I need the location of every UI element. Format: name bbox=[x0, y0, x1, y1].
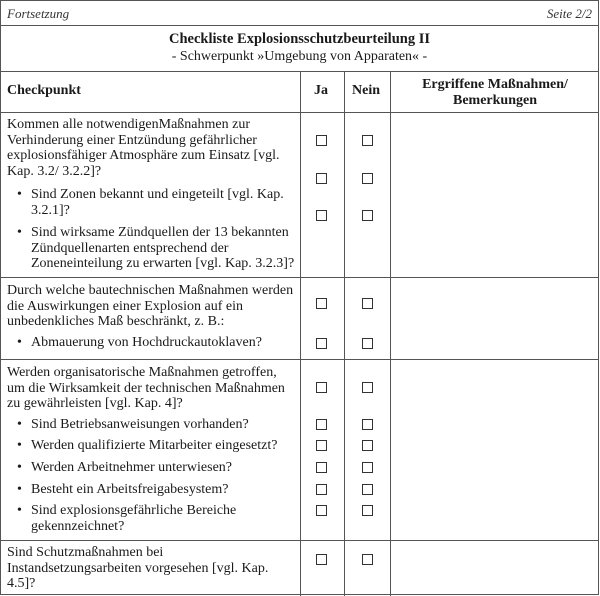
header-row-border bbox=[1, 112, 598, 113]
page-number: Seite 2/2 bbox=[546, 6, 592, 21]
column-header-measures-line: Ergriffene Maßnahmen/ bbox=[422, 77, 568, 92]
checkbox-no[interactable] bbox=[362, 505, 373, 516]
checkbox-yes[interactable] bbox=[316, 135, 327, 146]
bullet-icon: • bbox=[17, 460, 22, 475]
checkpoint-question bbox=[7, 117, 280, 179]
bullet-icon: • bbox=[17, 438, 22, 453]
sub-question bbox=[17, 503, 299, 535]
bullet-icon: • bbox=[17, 335, 22, 350]
column-divider bbox=[300, 71, 301, 596]
column-header-measures bbox=[395, 77, 595, 109]
bullet-icon: • bbox=[17, 482, 22, 497]
sub-question-line: Werden Arbeitnehmer unterwiesen? bbox=[31, 460, 233, 475]
column-divider bbox=[344, 71, 345, 596]
checkbox-no[interactable] bbox=[362, 210, 373, 221]
bullet-icon: • bbox=[17, 187, 22, 202]
sub-question-line: Sind wirksame Zündquellen der 13 bekannten bbox=[31, 225, 289, 240]
question-line: Instandsetzungsarbeiten vorgesehen [vgl. Kap. bbox=[7, 560, 269, 576]
checkbox-yes[interactable] bbox=[316, 419, 327, 430]
sub-question-line: Zoneneinteilung zu erwarten [vgl. Kap. 3.2.3]? bbox=[31, 256, 295, 271]
sub-question bbox=[17, 482, 299, 498]
checkbox-yes[interactable] bbox=[316, 462, 327, 473]
checkbox-no[interactable] bbox=[362, 298, 373, 309]
bullet-icon: • bbox=[17, 417, 22, 432]
question-line: Durch welche bautechnischen Maßnahmen werden bbox=[7, 283, 294, 298]
question-line: unbedenkliches Maß beschränkt, z. B.: bbox=[7, 314, 225, 329]
sub-question bbox=[17, 438, 299, 454]
checkbox-yes[interactable] bbox=[316, 440, 327, 451]
sub-question-line: Abmauerung von Hochdruckautoklaven? bbox=[31, 335, 262, 350]
checkbox-yes[interactable] bbox=[316, 505, 327, 516]
question-line: Sind Schutzmaßnahmen bei bbox=[7, 545, 164, 560]
column-header-no: Nein bbox=[352, 83, 380, 98]
sub-question-line: gekennzeichnet? bbox=[31, 518, 125, 534]
checkbox-no[interactable] bbox=[362, 484, 373, 495]
checkpoint-question bbox=[7, 365, 285, 412]
question-line: explosionsfähiger Atmosphäre zum Einsatz [vgl. bbox=[7, 148, 280, 163]
checkbox-no[interactable] bbox=[362, 135, 373, 146]
checkbox-yes[interactable] bbox=[316, 382, 327, 393]
sub-question bbox=[17, 417, 299, 433]
sub-question-line: Sind explosionsgefährliche Bereiche bbox=[31, 503, 237, 518]
question-line: 4.5]? bbox=[7, 576, 36, 591]
checkbox-yes[interactable] bbox=[316, 173, 327, 184]
sub-question-line: Besteht ein Arbeitsfreigabesystem? bbox=[31, 482, 229, 497]
sub-question bbox=[17, 225, 299, 273]
sub-question-line: Sind Betriebsanweisungen vorhanden? bbox=[31, 417, 249, 432]
sub-question-line: Zündquellenarten entsprechend der bbox=[31, 240, 229, 256]
checkbox-no[interactable] bbox=[362, 338, 373, 349]
question-line: Kommen alle notwendigenMaßnahmen zur bbox=[7, 117, 250, 132]
bullet-icon: • bbox=[17, 503, 22, 518]
sub-question-line: 3.2.1]? bbox=[31, 202, 70, 218]
checkbox-no[interactable] bbox=[362, 419, 373, 430]
sub-question bbox=[17, 335, 299, 351]
checkpoint-question bbox=[7, 545, 268, 592]
checkbox-yes[interactable] bbox=[316, 484, 327, 495]
checkbox-no[interactable] bbox=[362, 173, 373, 184]
sub-question bbox=[17, 460, 299, 476]
page-header bbox=[7, 6, 592, 24]
sub-question bbox=[17, 187, 299, 219]
checkpoint-question bbox=[7, 283, 293, 330]
checkbox-yes[interactable] bbox=[316, 298, 327, 309]
question-line: Werden organisatorische Maßnahmen getroffen, bbox=[7, 365, 277, 380]
checkbox-yes[interactable] bbox=[316, 210, 327, 221]
column-header-measures-line: Bemerkungen bbox=[453, 93, 537, 108]
checkbox-no[interactable] bbox=[362, 440, 373, 451]
question-line: um die Wirksamkeit der technischen Maßnahmen bbox=[7, 380, 285, 396]
continuation-label: Fortsetzung bbox=[7, 6, 70, 21]
question-line: Verhinderung einer Entzündung gefährlicher bbox=[7, 132, 257, 148]
question-line: Kap. 3.2/ 3.2.2]? bbox=[7, 163, 102, 179]
checkbox-no[interactable] bbox=[362, 462, 373, 473]
row-border bbox=[1, 359, 598, 360]
column-header-yes: Ja bbox=[314, 83, 328, 98]
document-title: Checkliste Explosionsschutzbeurteilung II bbox=[168, 31, 431, 47]
column-divider bbox=[390, 71, 391, 596]
question-line: zu gewährleisten [vgl. Kap. 4]? bbox=[7, 396, 183, 411]
document-subtitle: - Schwerpunkt »Umgebung von Apparaten« - bbox=[171, 49, 428, 64]
checkbox-yes[interactable] bbox=[316, 554, 327, 565]
sub-question-line: Sind Zonen bekannt und eingeteilt [vgl. Kap. bbox=[31, 187, 284, 202]
checkbox-no[interactable] bbox=[362, 554, 373, 565]
divider bbox=[1, 25, 598, 26]
checkbox-no[interactable] bbox=[362, 382, 373, 393]
sub-question-line: Werden qualifizierte Mitarbeiter eingesetzt? bbox=[31, 438, 278, 453]
column-header-checkpoint: Checkpunkt bbox=[7, 83, 81, 98]
question-line: die Auswirkungen einer Explosion auf ein bbox=[7, 298, 244, 314]
row-border bbox=[1, 540, 598, 541]
bullet-icon: • bbox=[17, 225, 22, 240]
checkbox-yes[interactable] bbox=[316, 338, 327, 349]
row-border bbox=[1, 277, 598, 278]
